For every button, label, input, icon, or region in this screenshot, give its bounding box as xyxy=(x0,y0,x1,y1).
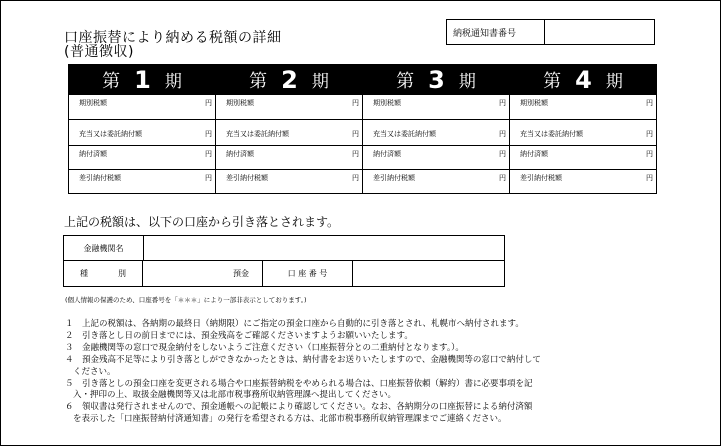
account-table xyxy=(63,235,505,287)
net-payment-row xyxy=(510,169,656,193)
note-line: ６ 領収書は発行されませんので、預金通帳への記帳により確認してください。なお、各納期分の口座振替による納付済額 xyxy=(65,402,533,413)
period-tax-label: 期別税額 xyxy=(373,98,401,107)
yen-unit: 円 xyxy=(205,149,212,158)
yen-unit: 円 xyxy=(499,174,506,183)
note-line: を表示した「口座振替納付済通知書」の発行を希望される方は、北部市税事務所収納管理課までご連絡ください。 xyxy=(73,414,507,425)
document-title: 口座振替により納める税額の詳細 xyxy=(64,30,282,46)
yen-unit: 円 xyxy=(646,130,653,139)
allocated-amount-label: 充当又は委託納付額 xyxy=(79,130,142,139)
notice-number-box xyxy=(446,19,655,45)
period-tax-row xyxy=(69,95,215,120)
period-tax-row xyxy=(216,95,362,120)
allocated-amount-label: 充当又は委託納付額 xyxy=(226,130,289,139)
document-subtitle: (普通徴収) xyxy=(64,44,134,60)
allocated-amount-row xyxy=(216,119,362,145)
period-prefix: 第 xyxy=(102,70,121,92)
period-number: 1 xyxy=(134,65,151,94)
allocated-amount-row xyxy=(69,119,215,145)
period-column-4 xyxy=(510,65,656,193)
note-line: ください。 xyxy=(73,366,116,377)
period-column-3 xyxy=(363,65,510,193)
period-header xyxy=(69,65,215,95)
period-column-2 xyxy=(216,65,363,193)
paid-amount-label: 納付済額 xyxy=(373,149,401,158)
note-line: １ 上記の税額は、各納期の最終日（納期限）にご指定の預金口座から自動的に引き落とされ、札幌市へ納付されます。 xyxy=(65,319,524,329)
period-tax-label: 期別税額 xyxy=(226,98,254,107)
note-line: 入・押印の上、取扱金融機関等又は北部市税事務所収納管理課へ提出してください。 xyxy=(73,390,397,401)
yen-unit: 円 xyxy=(646,149,653,158)
paid-amount-row xyxy=(216,145,362,170)
yen-unit: 円 xyxy=(499,130,506,139)
type-row xyxy=(64,261,504,286)
allocated-amount-label: 充当又は委託納付額 xyxy=(520,130,583,139)
note-line: ２ 引き落とし日の前日までには、預金残高をご確認くださいますようお願いいたします。 xyxy=(65,330,413,341)
yen-unit: 円 xyxy=(352,130,359,139)
period-tax-label: 期別税額 xyxy=(520,98,548,107)
net-payment-row xyxy=(363,169,509,193)
paid-amount-label: 納付済額 xyxy=(520,149,548,158)
period-tax-row xyxy=(510,95,656,120)
account-number-value xyxy=(353,261,504,286)
yen-unit: 円 xyxy=(205,98,212,107)
period-suffix: 期 xyxy=(605,72,623,93)
period-suffix: 期 xyxy=(311,72,329,93)
period-header xyxy=(510,65,656,95)
yen-unit: 円 xyxy=(205,174,212,183)
period-header xyxy=(363,65,509,95)
yen-unit: 円 xyxy=(352,174,359,183)
period-suffix: 期 xyxy=(164,72,182,93)
yen-unit: 円 xyxy=(352,149,359,158)
period-prefix: 第 xyxy=(396,70,415,92)
net-payment-row xyxy=(69,169,215,193)
notes-list xyxy=(65,319,715,426)
yen-unit: 円 xyxy=(499,149,506,158)
period-table xyxy=(68,64,657,194)
account-intro-text: 上記の税額は、以下の口座から引き落とされます。 xyxy=(64,215,340,229)
period-tax-label: 期別税額 xyxy=(79,98,107,107)
period-number: 2 xyxy=(281,65,298,94)
note-line: ３ 金融機関等の窓口で現金納付をしないようご注意ください（口座振替分との二重納付となります。）。 xyxy=(65,342,464,353)
period-number: 4 xyxy=(575,65,592,94)
account-type-label-part2: 別 xyxy=(118,269,126,278)
net-payment-label: 差引納付税額 xyxy=(373,174,415,183)
bank-name-value xyxy=(144,236,504,260)
bank-row xyxy=(64,236,504,261)
yen-unit: 円 xyxy=(646,98,653,107)
period-column-1 xyxy=(69,65,216,193)
paid-amount-label: 納付済額 xyxy=(226,149,254,158)
account-type-label xyxy=(64,261,143,286)
bank-name-label: 金融機関名 xyxy=(64,236,144,260)
net-payment-label: 差引納付税額 xyxy=(226,174,268,183)
net-payment-label: 差引納付税額 xyxy=(79,174,121,183)
account-number-label: 口 座 番 号 xyxy=(263,261,353,286)
note-line: ５ 引き落としの預金口座を変更される場合や口座振替納税をやめられる場合は、口座振替依頼（解約）書に必要事項を記 xyxy=(65,378,533,389)
period-prefix: 第 xyxy=(543,70,562,92)
period-suffix: 期 xyxy=(458,72,476,93)
period-header xyxy=(216,65,362,95)
yen-unit: 円 xyxy=(646,174,653,183)
period-prefix: 第 xyxy=(249,70,268,92)
yen-unit: 円 xyxy=(205,130,212,139)
period-tax-row xyxy=(363,95,509,120)
allocated-amount-row xyxy=(363,119,509,145)
note-line: ４ 預金残高不足等により引き落としができなかったときは、納付書をお送りいたしますので、金融機関等の窓口で納付して xyxy=(65,354,541,365)
account-type-value: 預金 xyxy=(143,261,263,286)
paid-amount-row xyxy=(69,145,215,170)
period-number: 3 xyxy=(428,65,445,94)
account-type-label-part1: 種 xyxy=(80,269,88,278)
yen-unit: 円 xyxy=(352,98,359,107)
privacy-note: (個人情報の保護のため、口座番号を「＊＊＊」により一部非表示としております。) xyxy=(65,296,307,304)
net-payment-label: 差引納付税額 xyxy=(520,174,562,183)
paid-amount-row xyxy=(510,145,656,170)
paid-amount-label: 納付済額 xyxy=(79,149,107,158)
yen-unit: 円 xyxy=(499,98,506,107)
allocated-amount-row xyxy=(510,119,656,145)
net-payment-row xyxy=(216,169,362,193)
notice-number-label: 納税通知書番号 xyxy=(447,20,545,44)
paid-amount-row xyxy=(363,145,509,170)
allocated-amount-label: 充当又は委託納付額 xyxy=(373,130,436,139)
notice-number-value xyxy=(545,20,654,44)
